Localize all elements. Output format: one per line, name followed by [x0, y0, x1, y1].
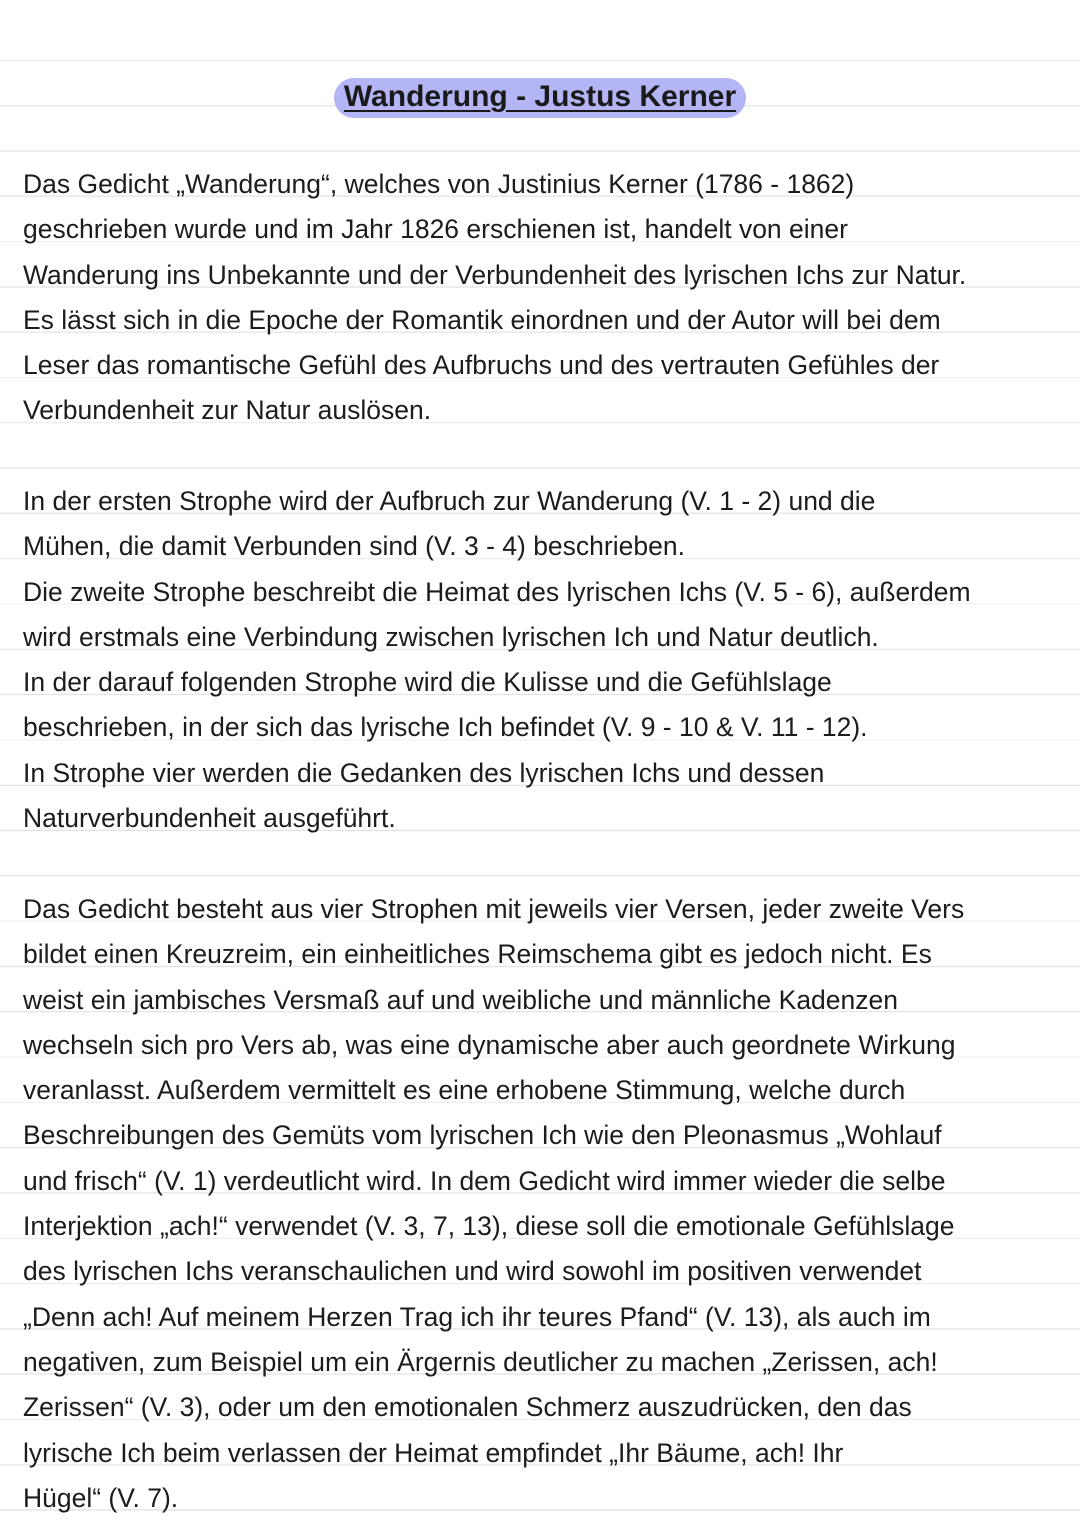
text-line: Wanderung ins Unbekannte und der Verbundenheit des lyrischen Ichs zur Natur. — [23, 259, 967, 290]
text-line: Naturverbundenheit ausgeführt. — [23, 803, 396, 834]
text-line: Interjektion „ach!“ verwendet (V. 3, 7, 13), diese soll die emotionale Gefühlslage — [23, 1211, 955, 1242]
text-line: negativen, zum Beispiel um ein Ärgernis deutlicher zu machen „Zerissen, ach! — [23, 1346, 938, 1377]
text-line: wechseln sich pro Vers ab, was eine dynamische aber auch geordnete Wirkung — [23, 1029, 956, 1060]
text-line: In Strophe vier werden die Gedanken des lyrischen Ichs und dessen — [23, 757, 825, 788]
text-line: Das Gedicht „Wanderung“, welches von Justinius Kerner (1786 - 1862) — [23, 169, 855, 199]
text-line: Es lässt sich in die Epoche der Romantik einordnen und der Autor will bei dem — [23, 304, 941, 335]
text-line: „Denn ach! Auf meinem Herzen Trag ich ihr teures Pfand“ (V. 13), als auch im — [23, 1301, 931, 1332]
text-line: beschrieben, in der sich das lyrische Ich befindet (V. 9 - 10 & V. 11 - 12). — [23, 712, 868, 743]
text-line: bildet einen Kreuzreim, ein einheitliches Reimschema gibt es jedoch nicht. Es — [23, 939, 932, 970]
text-line: Mühen, die damit Verbunden sind (V. 3 - 4) beschrieben. — [23, 531, 685, 562]
text-line: und frisch“ (V. 1) verdeutlicht wird. In dem Gedicht wird immer wieder die selbe — [23, 1165, 946, 1196]
text-line: des lyrischen Ichs veranschaulichen und wird sowohl im positiven verwendet — [23, 1256, 922, 1287]
text-line: lyrische Ich beim verlassen der Heimat empfindet „Ihr Bäume, ach! Ihr — [23, 1437, 844, 1468]
document-title: Wanderung - Justus Kerner — [334, 78, 746, 118]
text-line: In der darauf folgenden Strophe wird die Kulisse und die Gefühlslage — [23, 667, 832, 698]
text-line: weist ein jambisches Versmaß auf und weibliche und männliche Kadenzen — [23, 984, 898, 1015]
title-container — [0, 78, 1080, 118]
text-line: Leser das romantische Gefühl des Aufbruchs und des vertrauten Gefühles der — [23, 350, 940, 381]
text-line: Die zweite Strophe beschreibt die Heimat des lyrischen Ichs (V. 5 - 6), außerdem — [23, 576, 971, 607]
text-line: Zerissen“ (V. 3), oder um den emotionalen Schmerz auszudrücken, den das — [23, 1392, 912, 1423]
text-line: wird erstmals eine Verbindung zwischen lyrischen Ich und Natur deutlich. — [23, 621, 879, 652]
paragraph-content-summary — [23, 479, 1068, 841]
paragraph-formal-analysis — [23, 887, 1068, 1521]
text-line: veranlasst. Außerdem vermittelt es eine erhobene Stimmung, welche durch — [23, 1075, 906, 1106]
text-line: Verbundenheit zur Natur auslösen. — [23, 395, 432, 426]
text-line: Beschreibungen des Gemüts vom lyrischen Ich wie den Pleonasmus „Wohlauf — [23, 1120, 942, 1151]
text-line: geschrieben wurde und im Jahr 1826 erschienen ist, handelt von einer — [23, 214, 848, 245]
text-line: Hügel“ (V. 7). — [23, 1482, 179, 1513]
text-line: In der ersten Strophe wird der Aufbruch zur Wanderung (V. 1 - 2) und die — [23, 486, 876, 516]
paragraph-introduction — [23, 162, 1068, 434]
text-line: Das Gedicht besteht aus vier Strophen mit jeweils vier Versen, jeder zweite Vers — [23, 894, 965, 924]
